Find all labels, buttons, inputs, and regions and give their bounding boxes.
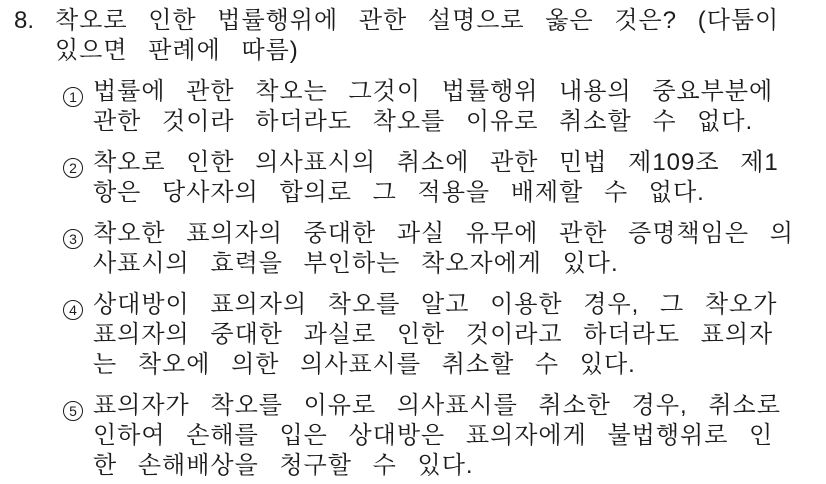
option-line: 착오한 표의자의 중대한 과실 유무에 관한 증명책임은 의: [93, 220, 794, 247]
question-block: [0, 6, 826, 66]
circled-number-4-icon: 4: [63, 300, 83, 320]
option-line: 항은 당사자의 합의로 그 적용을 배제할 수 없다.: [93, 179, 705, 206]
option-line: 인하여 손해를 입은 상대방은 표의자에게 불법행위로 인: [93, 422, 774, 449]
circled-number-1-icon: 1: [63, 87, 83, 107]
question-line: 착오로 인한 법률행위에 관한 설명으로 옳은 것은? (다툼이: [55, 7, 780, 34]
option-line: 착오로 인한 의사표시의 취소에 관한 민법 제109조 제1: [93, 149, 779, 176]
option-marker: [63, 219, 93, 249]
option-marker: [63, 391, 93, 421]
answer-option-3: [63, 219, 826, 279]
option-text: [93, 290, 826, 380]
question-line: 있으면 판례에 따름): [55, 37, 299, 64]
answer-option-2: [63, 148, 826, 208]
circled-number-3-icon: 3: [63, 229, 83, 249]
option-marker: [63, 290, 93, 320]
circled-number-5-icon: 5: [63, 401, 83, 421]
option-line: 관한 것이라 하더라도 착오를 이유로 취소할 수 없다.: [93, 108, 754, 135]
option-text: [93, 391, 826, 481]
option-line: 상대방이 표의자의 착오를 알고 이용한 경우, 그 착오가: [93, 291, 778, 318]
option-line: 는 착오에 의한 의사표시를 취소할 수 있다.: [93, 351, 636, 378]
answer-option-5: [63, 391, 826, 481]
question-number: 8.: [14, 7, 35, 34]
option-line: 표의자가 착오를 이유로 의사표시를 취소한 경우, 취소로: [93, 392, 781, 419]
option-line: 한 손해배상을 청구할 수 있다.: [93, 452, 474, 479]
option-line: 표의자의 중대한 과실로 인한 것이라고 하더라도 표의자: [93, 321, 774, 348]
option-marker: [63, 77, 93, 107]
option-text: [93, 219, 826, 279]
option-line: 법률에 관한 착오는 그것이 법률행위 내용의 중요부분에: [93, 78, 774, 105]
circled-number-2-icon: 2: [63, 158, 83, 178]
answer-option-1: [63, 77, 826, 137]
question-text: [55, 6, 826, 66]
option-text: [93, 148, 826, 208]
answer-option-4: [63, 290, 826, 380]
option-text: [93, 77, 826, 137]
option-marker: [63, 148, 93, 178]
option-line: 사표시의 효력을 부인하는 착오자에게 있다.: [93, 250, 619, 277]
